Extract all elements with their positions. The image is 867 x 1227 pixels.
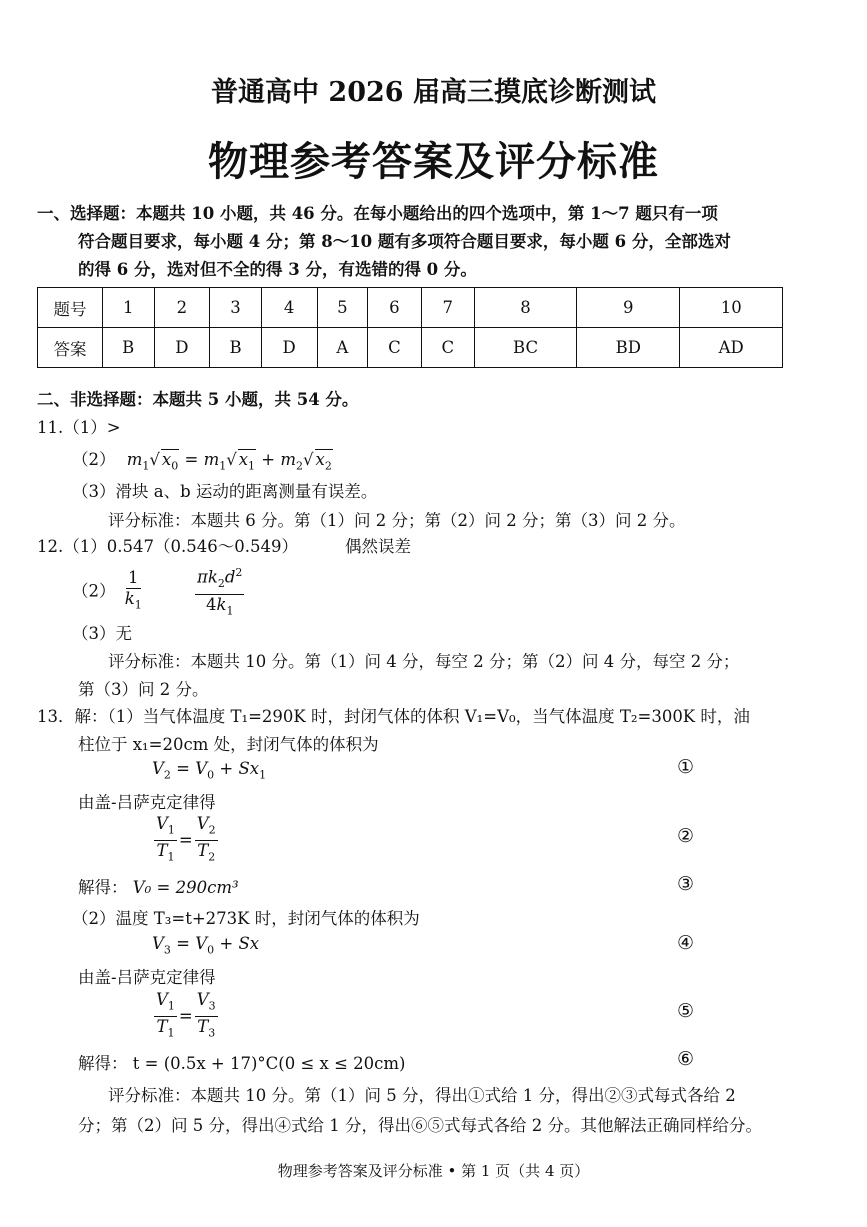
q13-law-2: 由盖-吕萨克定律得 xyxy=(78,968,216,987)
section2-heading: 二、非选择题：本题共 5 小题，共 54 分。 xyxy=(37,390,359,409)
q13-law-1: 由盖-吕萨克定律得 xyxy=(78,793,216,812)
equation-mark-3: ③ xyxy=(677,873,695,895)
q13-grading-line2: 分；第（2）问 5 分，得出④式给 1 分，得出⑥⑤式每式各给 2 分。其他解法正确同样给分。 xyxy=(78,1116,762,1135)
q13-solve-2-equation: t = (0.5x + 17)°C(0 ≤ x ≤ 20cm) xyxy=(132,1054,406,1073)
document-title: 物理参考答案及评分标准 xyxy=(208,138,659,185)
table-cell: 2 xyxy=(154,288,210,328)
q13-line1: 13．解：（1）当气体温度 T₁=290K 时，封闭气体的体积 V₁=V₀，当气体温度 T₂=300K 时，油 xyxy=(37,707,750,726)
table-cell: 1 xyxy=(103,288,155,328)
table-cell: C xyxy=(368,328,421,368)
section1-line2: 符合题目要求，每小题 4 分；第 8～10 题有多项符合题目要求，每小题 6 分，全部选对 xyxy=(78,232,731,251)
page-footer: 物理参考答案及评分标准 • 第 1 页（共 4 页） xyxy=(277,1162,590,1180)
q11-part2 xyxy=(72,446,333,472)
answer-table xyxy=(37,287,783,368)
table-cell: 9 xyxy=(577,288,680,328)
exam-title: 普通高中 2026 届高三摸底诊断测试 xyxy=(211,77,656,108)
q12-fraction-1: $\frac{1}{k_1}$ xyxy=(124,568,142,612)
q13-equation-2: $\frac{V_1}{T_1}$ = $\frac{V_2}{T_2}$ xyxy=(156,814,216,864)
table-cell: 3 xyxy=(210,288,262,328)
q13-part2: （2）温度 T₃=t+273K 时，封闭气体的体积为 xyxy=(72,909,420,928)
section1-line1: 一、选择题：本题共 10 小题，共 46 分。在每小题给出的四个选项中，第 1～7 题只有一项 xyxy=(37,204,718,223)
row-label-number: 题号 xyxy=(38,288,103,328)
q12-grading-line2: 第（3）问 2 分。 xyxy=(78,680,209,699)
equation-mark-2: ② xyxy=(677,825,695,847)
q11-part2-label: （2） xyxy=(72,450,116,469)
row-label-answer: 答案 xyxy=(38,328,103,368)
q13-grading-line1: 评分标准：本题共 10 分。第（1）问 5 分，得出①式给 1 分，得出②③式每式各给 2 xyxy=(108,1086,736,1105)
table-cell: A xyxy=(317,328,368,368)
table-cell: AD xyxy=(680,328,783,368)
q13-equation-1: $V_2 = V_0 + Sx_1$ xyxy=(152,759,267,782)
q13-solve-1-equation: V₀ = 290cm³ xyxy=(132,878,239,897)
equation-mark-6: ⑥ xyxy=(677,1048,695,1070)
table-cell: BD xyxy=(577,328,680,368)
q13-equation-5: $\frac{V_1}{T_1}$ = $\frac{V_3}{T_3}$ xyxy=(156,990,216,1040)
table-row-answers xyxy=(38,328,783,368)
table-cell: 5 xyxy=(317,288,368,328)
table-cell: 6 xyxy=(368,288,421,328)
q11-grading: 评分标准：本题共 6 分。第（1）问 2 分；第（2）问 2 分；第（3）问 2 分。 xyxy=(108,511,686,530)
q11-part1: 11.（1）> xyxy=(37,418,121,437)
q12-part1-error: 偶然误差 xyxy=(345,537,411,556)
q12-fraction-2: $\frac{\pi k_2d^2}{4k_1}$ xyxy=(195,563,244,621)
table-cell: B xyxy=(210,328,262,368)
table-cell: D xyxy=(261,328,317,368)
table-cell: 10 xyxy=(680,288,783,328)
equation-mark-4: ④ xyxy=(677,932,695,954)
q12-part2-label: （2） xyxy=(72,581,116,601)
q12-grading-line1: 评分标准：本题共 10 分。第（1）问 4 分，每空 2 分；第（2）问 4 分，每空 2 分； xyxy=(108,652,740,671)
table-row-numbers xyxy=(38,288,783,328)
q13-solve-2 xyxy=(78,1050,406,1074)
table-cell: C xyxy=(421,328,474,368)
q13-solve-1-label: 解得： xyxy=(78,878,128,897)
table-cell: 4 xyxy=(261,288,317,328)
q13-solve-2-label: 解得： xyxy=(78,1054,128,1073)
table-cell: 8 xyxy=(474,288,576,328)
table-cell: BC xyxy=(474,328,576,368)
q11-momentum-equation: $m_1√$ $x_0 = m_1√$ $x_1 + m_2√$ $x_2$ xyxy=(126,450,332,473)
q12-part2 xyxy=(72,563,246,621)
section1-line3: 的得 6 分，选对但不全的得 3 分，有选错的得 0 分。 xyxy=(78,260,477,279)
q13-line2: 柱位于 x₁=20cm 处，封闭气体的体积为 xyxy=(78,735,379,754)
q12-part1: 12.（1）0.547（0.546～0.549） xyxy=(37,537,298,556)
q12-part3: （3）无 xyxy=(72,624,132,643)
q13-solve-1 xyxy=(78,874,239,898)
table-cell: D xyxy=(154,328,210,368)
equation-mark-5: ⑤ xyxy=(677,1000,695,1022)
q11-part3: （3）滑块 a、b 运动的距离测量有误差。 xyxy=(72,482,378,501)
table-cell: 7 xyxy=(421,288,474,328)
q13-equation-4: $V_3 = V_0 + Sx$ xyxy=(152,934,260,957)
table-cell: B xyxy=(103,328,155,368)
equation-mark-1: ① xyxy=(677,756,695,778)
